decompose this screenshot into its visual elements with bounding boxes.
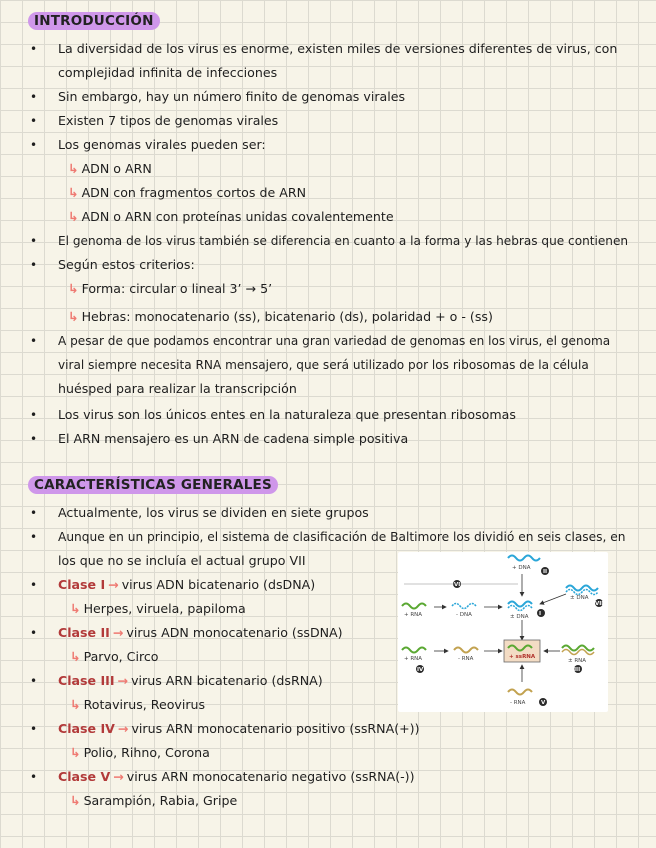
bullet: •	[30, 90, 38, 104]
bullet: •	[30, 42, 38, 56]
intro-line-12: El ARN mensajero es un ARN de cadena simple positiva	[58, 431, 409, 446]
diagram-label-mid-dna-pm: ± DNA	[510, 614, 529, 620]
arrow-icon: ↳	[68, 281, 79, 296]
diagram-label-top-dna: + DNA	[512, 565, 531, 571]
strand-right-dna	[566, 586, 598, 591]
class-5-examples: ↳ Sarampión, Rabia, Gripe	[70, 793, 238, 808]
badge-vi-text: VI	[454, 582, 461, 588]
strand-mid-rna	[402, 604, 426, 609]
bullet: •	[30, 530, 38, 544]
intro-line-1: La diversidad de los virus es enorme, existen miles de versiones diferentes de virus, con	[58, 41, 618, 56]
bullet: •	[30, 334, 38, 348]
intro-line-10: huésped para realizar la transcripción	[58, 381, 297, 396]
class-2: Clase II → virus ADN monocatenario (ssDNA)	[58, 625, 343, 640]
bullet: •	[30, 626, 38, 640]
arrow-icon: ↳	[68, 209, 79, 224]
intro-line-11: Los virus son los únicos entes en la naturaleza que presentan ribosomas	[58, 407, 516, 422]
sub-item-1: ↳ ADN o ARN	[68, 161, 152, 176]
strand-bot-rna-plus	[402, 648, 426, 653]
arrow-right-icon: →	[117, 673, 129, 688]
intro-line-5: Los genomas virales pueden ser:	[58, 137, 266, 152]
class-3: Clase III → virus ARN bicatenario (dsRNA)	[58, 673, 323, 688]
diagram-label-mid-rna: + RNA	[404, 612, 423, 618]
intro-line-4: Existen 7 tipos de genomas virales	[58, 113, 279, 128]
arrow-icon: ↳	[68, 185, 79, 200]
arrow-right-icon: →	[113, 769, 124, 784]
strand-neg-rna	[508, 690, 532, 695]
arrow-icon: ↳	[70, 697, 81, 712]
strand-top-dna	[508, 556, 540, 561]
intro-line-2: complejidad infinita de infecciones	[58, 65, 278, 80]
badge-iv-text: IV	[417, 667, 424, 673]
arrow-right-icon: →	[112, 625, 124, 640]
bullet: •	[30, 258, 38, 272]
badge-v-text: V	[541, 700, 546, 706]
diagram-label-neg-rna: - RNA	[510, 700, 526, 706]
sub-item-form: ↳ Forma: circular o lineal 3’ → 5’	[68, 281, 273, 296]
strand-mid-dna-minus	[452, 604, 476, 609]
bullet: •	[30, 234, 38, 248]
strand-bot-rna-minus	[454, 648, 478, 653]
diagram-label-mid-dna-minus: - DNA	[456, 612, 472, 618]
intro-line-6: El genoma de los virus también se diferencia en cuanto a la forma y las hebras que contienen	[58, 234, 629, 248]
general-line-1: Actualmente, los virus se dividen en siete grupos	[58, 505, 369, 520]
arrow-icon: ↳	[70, 745, 81, 760]
sub-item-2: ↳ ADN con fragmentos cortos de ARN	[68, 185, 306, 200]
bullet: •	[30, 408, 38, 422]
bullet: •	[30, 432, 38, 446]
bullet: •	[30, 770, 38, 784]
sub-item-3: ↳ ADN o ARN con proteínas unidas covalentemente	[68, 209, 394, 224]
bullet: •	[30, 722, 38, 736]
arrow-icon: ↳	[70, 649, 81, 664]
class-1: Clase I → virus ADN bicatenario (dsDNA)	[58, 577, 316, 592]
badge-iii-text: III	[574, 667, 581, 673]
class-5: Clase V → virus ARN monocatenario negativo (ssRNA(-))	[58, 769, 415, 784]
badge-i-text: I	[539, 611, 542, 617]
bullet: •	[30, 114, 38, 128]
general-line-3: los que no se incluía el actual grupo VII	[58, 553, 306, 568]
badge-vii-text: VII	[595, 601, 604, 607]
intro-line-3: Sin embargo, hay un número finito de genomas virales	[58, 89, 406, 104]
arrow-icon: ↳	[68, 161, 79, 176]
baltimore-diagram-svg	[398, 552, 608, 712]
diagram-label-mrna: + ssRNA	[509, 654, 536, 660]
intro-line-9: viral siempre necesita RNA mensajero, que será utilizado por los ribosomas de la célula	[58, 358, 589, 372]
arrow-icon: ↳	[70, 601, 81, 616]
class-4-examples: ↳ Polio, Rihno, Corona	[70, 745, 210, 760]
class-4: Clase IV → virus ARN monocatenario positivo (ssRNA(+))	[58, 721, 420, 736]
class-1-examples: ↳ Herpes, viruela, papiloma	[70, 601, 246, 616]
arrow-icon: ↳	[70, 793, 81, 808]
sub-item-strands: ↳ Hebras: monocatenario (ss), bicatenario (ds), polaridad + o - (ss)	[68, 309, 493, 324]
bullet: •	[30, 674, 38, 688]
diagram-label-bot-rna-plus: + RNA	[404, 656, 423, 662]
general-line-2: Aunque en un principio, el sistema de clasificación de Baltimore los dividió en seis clases, en	[58, 530, 626, 544]
bullet: •	[30, 138, 38, 152]
intro-line-7: Según estos criterios:	[58, 257, 195, 272]
baltimore-diagram	[398, 552, 608, 712]
arrow-right-icon: →	[117, 721, 129, 736]
arrow-icon: ↳	[68, 309, 79, 324]
arrow-right-icon: →	[108, 577, 119, 592]
class-2-examples: ↳ Parvo, Circo	[70, 649, 159, 664]
section-title-intro: INTRODUCCIÓN	[28, 12, 160, 30]
intro-line-8: A pesar de que podamos encontrar una gran variedad de genomas en los virus, el genoma	[58, 334, 611, 348]
section-title-general: CARACTERÍSTICAS GENERALES	[28, 476, 278, 494]
badge-ii-text: II	[543, 569, 548, 575]
bullet: •	[30, 506, 38, 520]
diagram-label-bot-rna-pm: ± RNA	[568, 658, 587, 664]
class-3-examples: ↳ Rotavirus, Reovirus	[70, 697, 206, 712]
bullet: •	[30, 578, 38, 592]
diagram-label-bot-rna-minus: - RNA	[458, 656, 474, 662]
diagram-label-right-dna: ± DNA	[570, 595, 589, 601]
